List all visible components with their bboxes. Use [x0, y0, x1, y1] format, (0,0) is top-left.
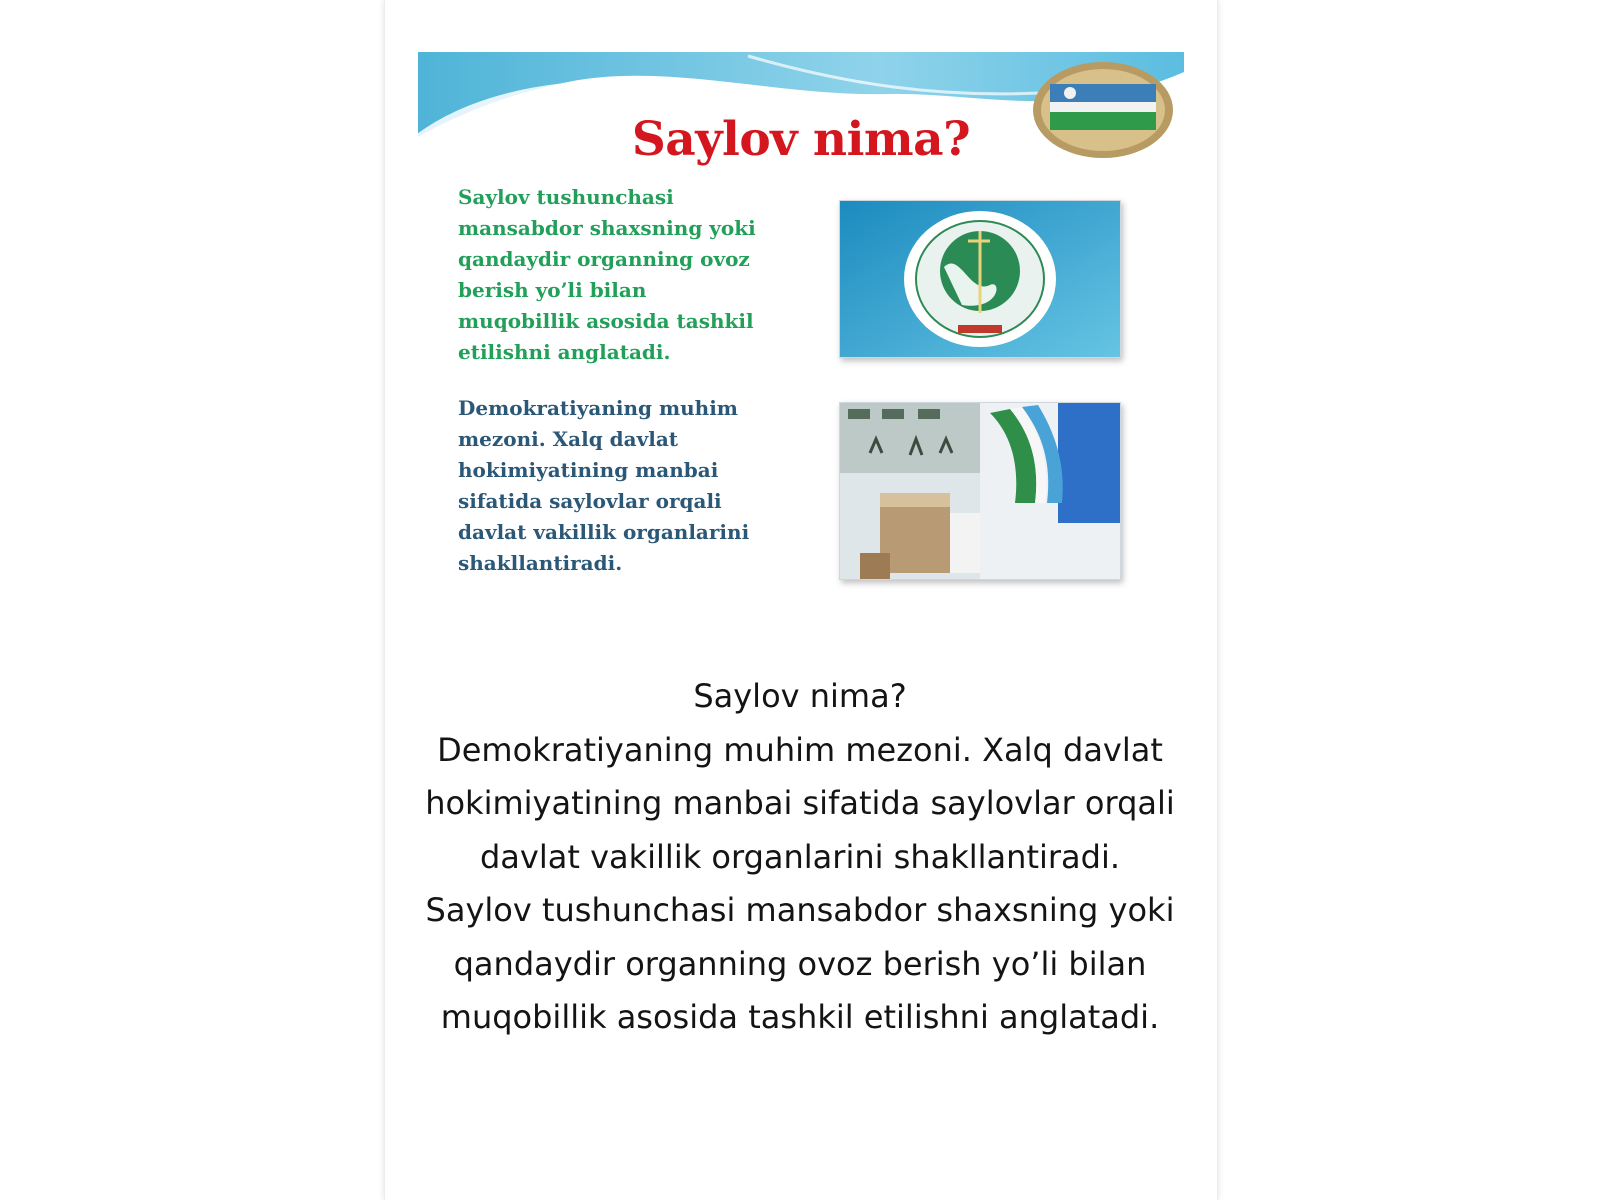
- slide-paragraph-definition: Saylov tushunchasi mansabdor shaxsning yoki qandaydir organning ovoz berish yo’li bilan muqobillik asosida tashkil etilishni anglatadi.: [458, 185, 756, 364]
- polling-station-photo: [839, 402, 1121, 580]
- slide-paragraph-democracy: Demokratiyaning muhim mezoni. Xalq davlat hokimiyatining manbai sifatida saylovlar orqali davlat vakillik organlarini shakllantiradi.: [458, 396, 750, 575]
- caption-heading: Saylov nima?: [693, 677, 907, 715]
- caption-paragraph-democracy: Demokratiyaning muhim mezoni. Xalq davlat hokimiyatining manbai sifatida saylovlar orqali davlat vakillik organlarini shakllantiradi.: [425, 730, 1175, 876]
- slide-image[interactable]: [418, 52, 1184, 612]
- caption-text: [400, 670, 1200, 1045]
- caption-paragraph-definition: Saylov tushunchasi mansabdor shaxsning yoki qandaydir organning ovoz berish yo’li bilan muqobillik asosida tashkil etilishni anglatadi.: [425, 891, 1175, 1036]
- election-commission-emblem: [839, 200, 1121, 358]
- slide-title: Saylov nima?: [631, 112, 971, 167]
